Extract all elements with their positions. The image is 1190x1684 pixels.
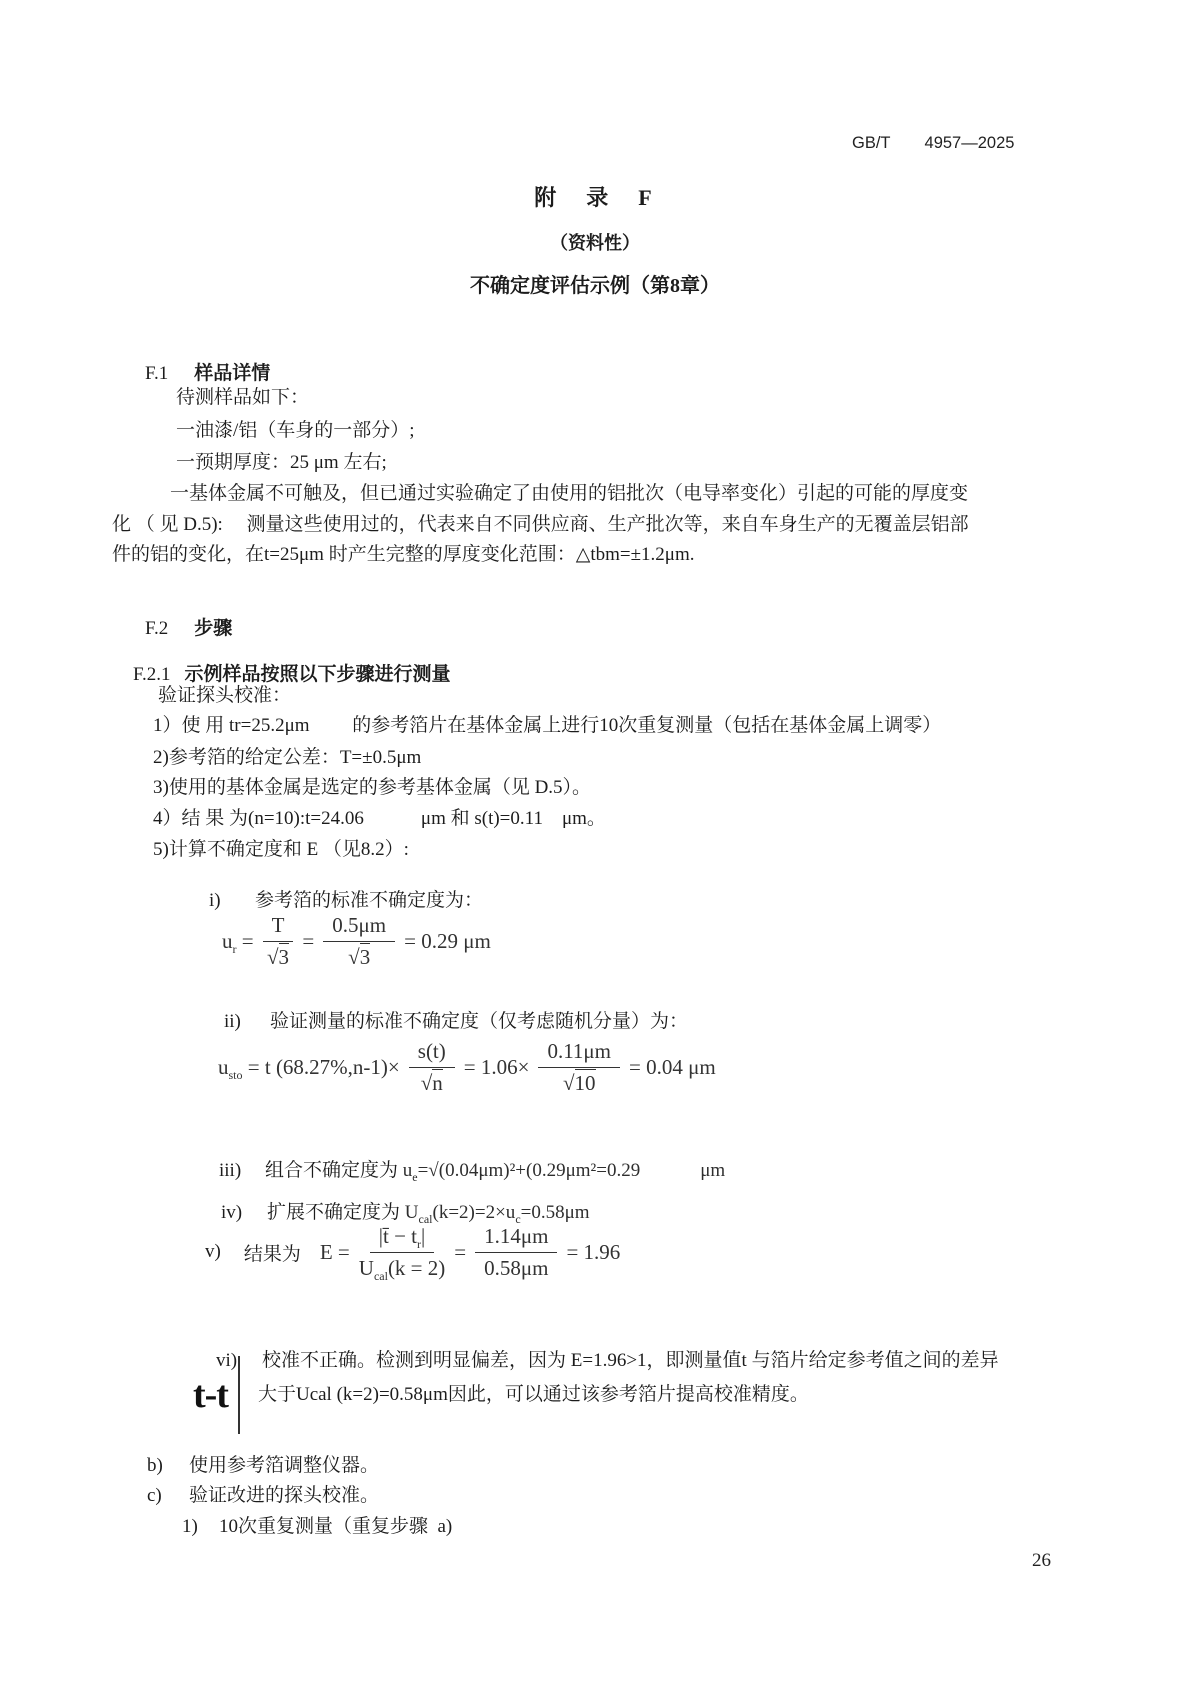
appendix-title: 附 录 F — [534, 185, 656, 210]
var-sub-c: c — [515, 1211, 521, 1226]
paragraph-line: 一基体金属不可触及，但已通过实验确定了由使用的铝批次（电导率变化）引起的可能的厚度变 — [170, 483, 969, 504]
section-f1-title: 样品详情 — [194, 362, 271, 384]
abs-open: |t̄ − t — [378, 1223, 418, 1248]
equals-factor: = 1.06× — [463, 1054, 530, 1079]
doc-title: 不确定度评估示例（第8章） — [470, 275, 720, 297]
fraction — [409, 1039, 455, 1096]
var-sub-sto: sto — [228, 1067, 243, 1082]
list-label: c) — [147, 1484, 162, 1506]
continuation-text: 大于Ucal (k=2)=0.58μm因此，可以通过该参考箔片提高校准精度。 — [257, 1384, 809, 1406]
radicand: 3 — [278, 944, 290, 969]
step-line: 1）使 用 tr=25.2μm 的参考箔片在基体金属上进行10次重复测量（包括在基体金属上调零） — [153, 715, 942, 736]
sqrt-sign: √ — [562, 1070, 575, 1095]
section-f21-number: F.2.1 — [133, 663, 171, 685]
equals-sign: = — [302, 928, 315, 953]
formula-ur — [222, 912, 491, 970]
formula-lhs — [222, 929, 254, 954]
sqrt-sign: √ — [266, 944, 279, 969]
step-line: 3)使用的基体金属是选定的参考基体金属（见 D.5）。 — [153, 777, 592, 798]
standard-code-prefix: GB/T — [852, 134, 891, 152]
t-factor: = t (68.27%,n-1)× — [247, 1054, 400, 1079]
t-minus-t-expression — [193, 1354, 809, 1436]
appendix-classification: （资料性） — [550, 233, 640, 253]
abs-close: | — [421, 1223, 426, 1248]
radicand: 3 — [359, 944, 371, 969]
equals-sign: = — [454, 1239, 467, 1264]
var-sub-r: r — [232, 941, 237, 956]
formula-result: = 1.96 — [566, 1239, 621, 1264]
t-minus-t-symbol: t-t — [193, 1374, 228, 1416]
standard-code — [852, 134, 1014, 153]
paragraph-line: 一油漆/铝（车身的一部分）; — [176, 420, 415, 441]
var-E — [320, 1240, 350, 1265]
roman-label: i) — [209, 889, 221, 911]
roman-text: 验证测量的标准不确定度（仅考虑随机分量）为： — [270, 1010, 689, 1032]
var-u: u — [222, 928, 233, 953]
var-u: u — [218, 1054, 229, 1079]
denominator — [348, 942, 370, 970]
k-equals-2: (k = 2) — [387, 1255, 446, 1280]
roman-text: 扩展不确定度为 — [267, 1201, 405, 1223]
equals-sign: = — [241, 928, 254, 953]
numerator — [370, 1224, 434, 1253]
list-text: 使用参考箔调整仪器。 — [189, 1454, 380, 1476]
roman-label: v) — [205, 1241, 221, 1262]
sqrt-sign: √ — [348, 944, 360, 969]
var-sub-cal: cal — [373, 1268, 388, 1283]
list-label: b) — [147, 1454, 163, 1476]
denominator — [421, 1068, 443, 1096]
formula-usto — [218, 1036, 716, 1098]
list-text: 10次重复测量（重复步骤 a) — [219, 1515, 453, 1537]
var-E-symbol: E — [319, 1239, 333, 1264]
numerator: 0.5μm — [323, 913, 395, 942]
paragraph-line: 一预期厚度：25 μm 左右; — [176, 452, 387, 473]
sqrt-sign: √ — [420, 1070, 433, 1095]
section-f2-title: 步骤 — [194, 617, 233, 639]
section-f1-number: F.1 — [145, 362, 169, 384]
roman-label: vi) — [216, 1349, 238, 1371]
fraction — [263, 913, 294, 970]
denominator — [563, 1068, 596, 1096]
roman-text: 校准不正确。检测到明显偏差，因为 E=1.96>1，即测量值t 与箔片给定参考值之间的差异 — [262, 1349, 999, 1371]
roman-text: 组合不确定度为 — [265, 1159, 403, 1181]
step-line: 5)计算不确定度和 E （见8.2）: — [153, 839, 409, 860]
var-sub-cal: cal — [418, 1211, 433, 1226]
standard-code-number: 4957—2025 — [924, 134, 1015, 152]
section-f21-title: 示例样品按照以下步骤进行测量 — [184, 663, 451, 685]
verify-intro: 验证探头校准： — [158, 685, 292, 706]
radicand: 10 — [574, 1070, 596, 1095]
var-U: U — [358, 1255, 374, 1280]
denominator — [267, 942, 289, 970]
roman-text: 参考箔的标准不确定度为： — [255, 889, 484, 911]
numerator: T — [263, 913, 294, 942]
fraction — [538, 1039, 620, 1096]
formula-result: = 0.04 μm — [629, 1054, 716, 1079]
fraction — [323, 913, 395, 970]
fraction — [359, 1224, 446, 1281]
equals-sign: = — [337, 1239, 350, 1264]
expression-mid: (k=2)=2×u — [432, 1201, 516, 1223]
roman-label: iii) — [219, 1159, 242, 1181]
roman-label: iv) — [221, 1201, 243, 1223]
vertical-bar — [238, 1356, 240, 1434]
var-U: U — [404, 1201, 419, 1223]
denominator — [359, 1253, 446, 1281]
unit: μm — [700, 1159, 726, 1181]
section-f2-number: F.2 — [145, 617, 169, 639]
fraction — [475, 1224, 557, 1281]
list-item-c1 — [163, 1491, 452, 1562]
formula-result: = 0.29 μm — [404, 928, 491, 953]
step-line: 4）结 果 为(n=10):t=24.06 μm 和 s(t)=0.11 μm。 — [153, 808, 606, 829]
paragraph-line: 待测样品如下： — [176, 387, 310, 408]
var-u: u — [402, 1159, 413, 1181]
formula-lhs — [218, 1055, 400, 1080]
radicand: n — [432, 1070, 443, 1095]
paragraph-line: 化 （ 见 D.5): 测量这些使用过的，代表来自不同供应商、生产批次等，来自车身生产的无覆盖层铝部 — [112, 514, 969, 535]
denominator: 0.58μm — [484, 1255, 549, 1280]
var-sub-e: e — [412, 1169, 418, 1184]
numerator: 1.14μm — [475, 1224, 557, 1253]
expression-rest: =√(0.04μm)²+(0.29μm²=0.29 — [417, 1159, 641, 1181]
list-text: 验证改进的探头校准。 — [189, 1484, 380, 1506]
expression-rest: =0.58μm — [520, 1201, 590, 1223]
roman-label: ii) — [224, 1010, 241, 1032]
list-label: 1) — [182, 1515, 198, 1537]
formula-e — [205, 1220, 620, 1284]
numerator: s(t) — [409, 1039, 455, 1068]
var-sub-r: r — [417, 1236, 422, 1251]
numerator: 0.11μm — [538, 1039, 620, 1068]
paragraph-line: 件的铝的变化，在t=25μm 时产生完整的厚度变化范围：△tbm=±1.2μm. — [112, 544, 695, 565]
page-number: 26 — [1032, 1550, 1051, 1571]
roman-text: 结果为 — [243, 1243, 301, 1265]
step-line: 2)参考箔的给定公差：T=±0.5μm — [153, 747, 422, 768]
